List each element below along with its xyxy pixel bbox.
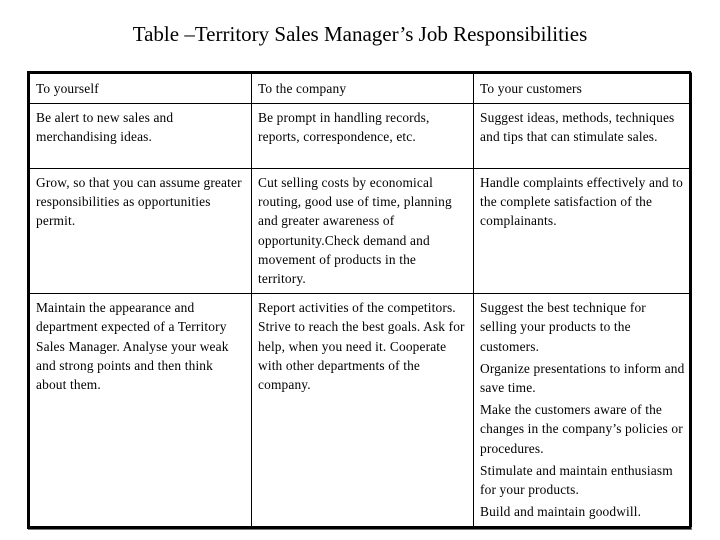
table-row bbox=[30, 169, 692, 294]
table-cell bbox=[252, 169, 474, 294]
table-row bbox=[30, 104, 692, 169]
cell-text: Suggest the best technique for selling your products to the customers. bbox=[480, 300, 646, 354]
cell-text: Grow, so that you can assume greater responsibilities as opportunities permit. bbox=[36, 175, 242, 229]
cell-text: Be alert to new sales and merchandising ideas. bbox=[36, 110, 174, 145]
table-cell bbox=[30, 294, 252, 527]
cell-text: Report activities of the competitors. Strive to reach the best goals. Ask for help, when you need it. Cooperate with other departments of the company. bbox=[258, 300, 465, 393]
table-cell bbox=[252, 104, 474, 169]
cell-text: Be prompt in handling records, reports, correspondence, etc. bbox=[258, 110, 430, 145]
header-cell: To your customers bbox=[474, 74, 692, 104]
table-cell bbox=[474, 169, 692, 294]
cell-text: Build and maintain goodwill. bbox=[480, 504, 642, 520]
table-cell bbox=[30, 169, 252, 294]
table-row bbox=[30, 294, 692, 527]
responsibilities-table bbox=[27, 71, 691, 529]
table-cell bbox=[474, 104, 692, 169]
table-cell bbox=[252, 294, 474, 527]
cell-text: Make the customers aware of the changes in the company’s policies or procedures. bbox=[480, 402, 683, 456]
table-header-row bbox=[30, 74, 692, 104]
header-cell: To the company bbox=[252, 74, 474, 104]
cell-text: Organize presentations to inform and save time. bbox=[480, 360, 685, 396]
cell-text: Stimulate and maintain enthusiasm for your products. bbox=[480, 462, 673, 498]
cell-text: Suggest ideas, methods, techniques and tips that can stimulate sales. bbox=[480, 110, 675, 145]
cell-text: Maintain the appearance and department expected of a Territory Sales Manager. Analyse your weak and strong points and then think about them. bbox=[36, 300, 229, 393]
table-cell bbox=[30, 104, 252, 169]
cell-text: Cut selling costs by economical routing, good use of time, planning and greater awareness of opportunity.Check demand and movement of products in the territory. bbox=[258, 175, 452, 287]
cell-text: Handle complaints effectively and to the complete satisfaction of the complainants. bbox=[480, 175, 683, 229]
table-cell bbox=[474, 294, 692, 527]
page-title: Table –Territory Sales Manager’s Job Responsibilities bbox=[132, 22, 588, 46]
header-cell: To yourself bbox=[30, 74, 252, 104]
